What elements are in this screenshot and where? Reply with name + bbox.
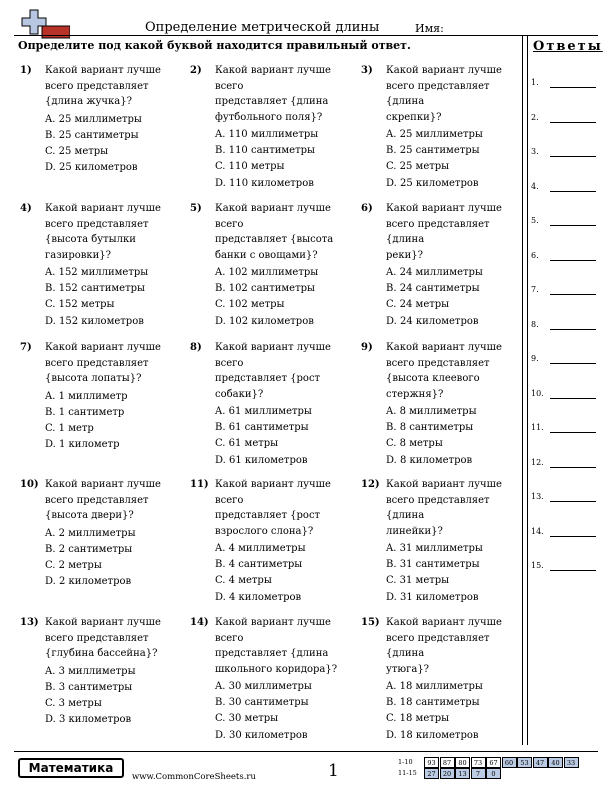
question-item [20,63,185,176]
answers-title: Ответы [533,39,603,54]
answer-option: A. 110 миллиметры [215,129,319,140]
answer-number: 2. [531,112,539,122]
answer-number: 5. [531,216,539,225]
answer-option: B. 8 сантиметры [386,422,474,434]
question-item [361,63,526,192]
score-cell: 47 [533,757,548,768]
score-cell: 60 [502,757,517,768]
answer-option: D. 61 километров [215,454,308,466]
answer-number: 4. [531,181,539,191]
answer-option: B. 2 сантиметры [45,543,133,555]
answer-option: D. 4 километров [215,591,302,603]
answer-option: A. 31 миллиметры [386,543,483,554]
score-cell: 0 [486,768,501,779]
question-number: 2) [190,65,202,76]
answer-option: B. 31 сантиметры [386,559,480,571]
answer-option: B. 3 сантиметры [45,681,133,693]
question-stem: Какой вариант лучше всего представляет {высота лопаты}? [45,342,161,384]
answer-number: 3. [531,147,539,156]
answer-option: C. 30 метры [215,713,279,725]
answer-option: D. 102 километров [215,315,314,327]
answer-option: A. 25 миллиметры [45,113,142,125]
answer-option: C. 110 метры [215,161,285,173]
question-item [20,477,185,590]
page-title: Определение метрической длины [145,20,380,35]
answer-option: A. 1 миллиметр [45,390,128,402]
answer-number: 13. [531,492,544,501]
question-item [361,201,526,330]
footer-divider [14,751,598,752]
answer-option: A. 2 миллиметры [45,527,136,539]
answer-option: D. 1 километр [45,439,120,451]
score-cell: 7 [471,768,486,779]
answer-number: 15. [531,561,544,570]
question-item [20,615,185,728]
answer-blank[interactable] [550,294,596,295]
answer-option: A. 24 миллиметры [386,267,483,278]
question-number: 6) [361,203,373,214]
answer-blank[interactable] [550,260,596,261]
answer-option: C. 3 метры [45,697,102,709]
answer-option: B. 25 сантиметры [45,129,139,141]
question-stem: Какой вариант лучше всего представляет {длина школьного коридора}? [215,617,338,675]
question-number: 1) [20,65,32,76]
page-number: 1 [328,761,339,781]
answer-option: C. 31 метры [386,575,450,587]
question-stem: Какой вариант лучше всего представляет {рост собаки}? [215,342,331,400]
score-row-label: 1-10 [398,758,413,766]
question-item [190,201,355,330]
question-number: 7) [20,342,32,353]
plus-logo-icon [18,8,70,42]
answer-option: C. 152 метры [45,299,115,311]
question-stem: Какой вариант лучше всего представляет {высота бутылки газировки}? [45,203,161,261]
answer-option: A. 152 миллиметры [45,267,149,278]
answer-option: B. 18 сантиметры [386,697,480,709]
answer-option: B. 152 сантиметры [45,283,145,295]
answer-option: A. 18 миллиметры [386,681,483,692]
score-cell: 40 [548,757,563,768]
question-item [361,340,526,469]
answer-option: D. 25 километров [386,177,479,189]
answer-option: D. 18 километров [386,729,479,741]
question-number: 3) [361,65,373,76]
question-stem: Какой вариант лучше всего представляет {глубина бассейна}? [45,617,161,659]
question-number: 4) [20,203,32,214]
answer-option: D. 31 километров [386,591,479,603]
question-stem: Какой вариант лучше всего представляет {длина скрепки}? [386,65,502,123]
answer-option: D. 25 километров [45,162,138,174]
question-stem: Какой вариант лучше всего представляет {длина линейки}? [386,479,502,537]
score-cell: 20 [440,768,455,779]
answer-blank[interactable] [550,363,596,364]
answer-option: C. 4 метры [215,575,272,587]
answer-option: D. 8 километров [386,454,473,466]
answer-number: 6. [531,250,539,260]
answer-blank[interactable] [550,225,596,226]
question-stem: Какой вариант лучше всего представляет {длина реки}? [386,203,502,261]
score-cell: 13 [455,768,470,779]
answer-option: C. 61 метры [215,438,279,450]
answer-number: 10. [531,388,544,398]
answer-option: C. 2 метры [45,559,102,571]
question-number: 9) [361,342,373,353]
question-stem: Какой вариант лучше всего представляет {длина футбольного поля}? [215,65,331,123]
score-cell: 93 [424,757,439,768]
answer-blank[interactable] [550,122,596,123]
answer-option: C. 1 метр [45,422,94,434]
question-stem: Какой вариант лучше всего представляет {длина жучка}? [45,65,161,107]
answer-option: C. 24 метры [386,299,450,311]
answer-option: B. 1 сантиметр [45,406,125,418]
answer-option: B. 25 сантиметры [386,145,480,157]
question-stem: Какой вариант лучше всего представляет {рост взрослого слона}? [215,479,331,537]
answer-option: B. 102 сантиметры [215,283,315,295]
answer-blank[interactable] [550,570,596,571]
question-stem: Какой вариант лучше всего представляет {длина утюга}? [386,617,502,675]
question-stem: Какой вариант лучше всего представляет {высота клеевого стержня}? [386,342,502,400]
answer-option: A. 3 миллиметры [45,665,136,677]
answer-option: B. 30 сантиметры [215,697,309,709]
answer-option: D. 24 километров [386,315,479,327]
answer-option: D. 152 километров [45,315,144,327]
score-cell: 73 [471,757,486,768]
answer-option: C. 8 метры [386,438,443,450]
brand-badge: Математика [18,758,124,778]
answer-blank[interactable] [550,329,596,330]
question-stem: Какой вариант лучше всего представляет {высота банки с овощами}? [215,203,334,261]
answer-option: A. 102 миллиметры [215,267,319,278]
question-item [361,615,526,744]
answer-blank[interactable] [550,156,596,157]
answer-option: A. 61 миллиметры [215,406,312,417]
question-item [190,340,355,469]
answer-option: C. 18 метры [386,713,450,725]
question-item [20,340,185,453]
answer-option: D. 3 километров [45,714,132,726]
question-number: 14) [190,617,209,628]
answer-number: 1. [531,78,539,87]
question-item [190,615,355,744]
score-cell: 67 [486,757,501,768]
answer-option: A. 8 миллиметры [386,406,477,417]
answer-blank[interactable] [550,87,596,88]
answer-number: 12. [531,457,544,467]
answer-number: 11. [531,423,544,432]
question-number: 15) [361,617,380,628]
answer-option: A. 25 миллиметры [386,129,483,140]
question-item [361,477,526,606]
answer-blank[interactable] [550,432,596,433]
answer-option: C. 25 метры [45,145,109,157]
question-item [190,63,355,192]
answer-option: C. 25 метры [386,161,450,173]
instructions: Определите под какой буквой находится правильный ответ. [18,39,411,52]
answer-option: B. 61 сантиметры [215,422,309,434]
answer-number: 14. [531,526,544,536]
answer-option: D. 30 километров [215,729,308,741]
answer-blank[interactable] [550,536,596,537]
answer-blank[interactable] [550,398,596,399]
question-item [20,201,185,330]
answer-blank[interactable] [550,467,596,468]
question-number: 10) [20,479,39,490]
question-number: 12) [361,479,380,490]
score-cell: 33 [564,757,579,768]
answer-option: B. 110 сантиметры [215,145,315,157]
score-cell: 87 [440,757,455,768]
score-cell: 53 [517,757,532,768]
answer-blank[interactable] [550,501,596,502]
answer-number: 7. [531,285,539,294]
score-cell: 80 [455,757,470,768]
answer-number: 8. [531,319,539,329]
answer-blank[interactable] [550,191,596,192]
answer-number: 9. [531,354,539,363]
question-number: 8) [190,342,202,353]
question-number: 5) [190,203,202,214]
answer-option: A. 4 миллиметры [215,543,306,554]
header-divider [14,35,598,36]
score-cell: 27 [424,768,439,779]
answer-option: D. 110 километров [215,177,314,189]
question-stem: Какой вариант лучше всего представляет {высота двери}? [45,479,161,521]
answer-option: B. 24 сантиметры [386,283,480,295]
name-label: Имя: [415,22,444,35]
answer-option: C. 102 метры [215,299,285,311]
answer-option: B. 4 сантиметры [215,559,303,571]
answer-option: D. 2 километров [45,576,132,588]
question-number: 13) [20,617,39,628]
answer-option: A. 30 миллиметры [215,681,312,692]
score-row-label: 11-15 [398,769,417,777]
site-url[interactable]: www.CommonCoreSheets.ru [132,772,256,782]
question-item [190,477,355,606]
question-number: 11) [190,479,209,490]
